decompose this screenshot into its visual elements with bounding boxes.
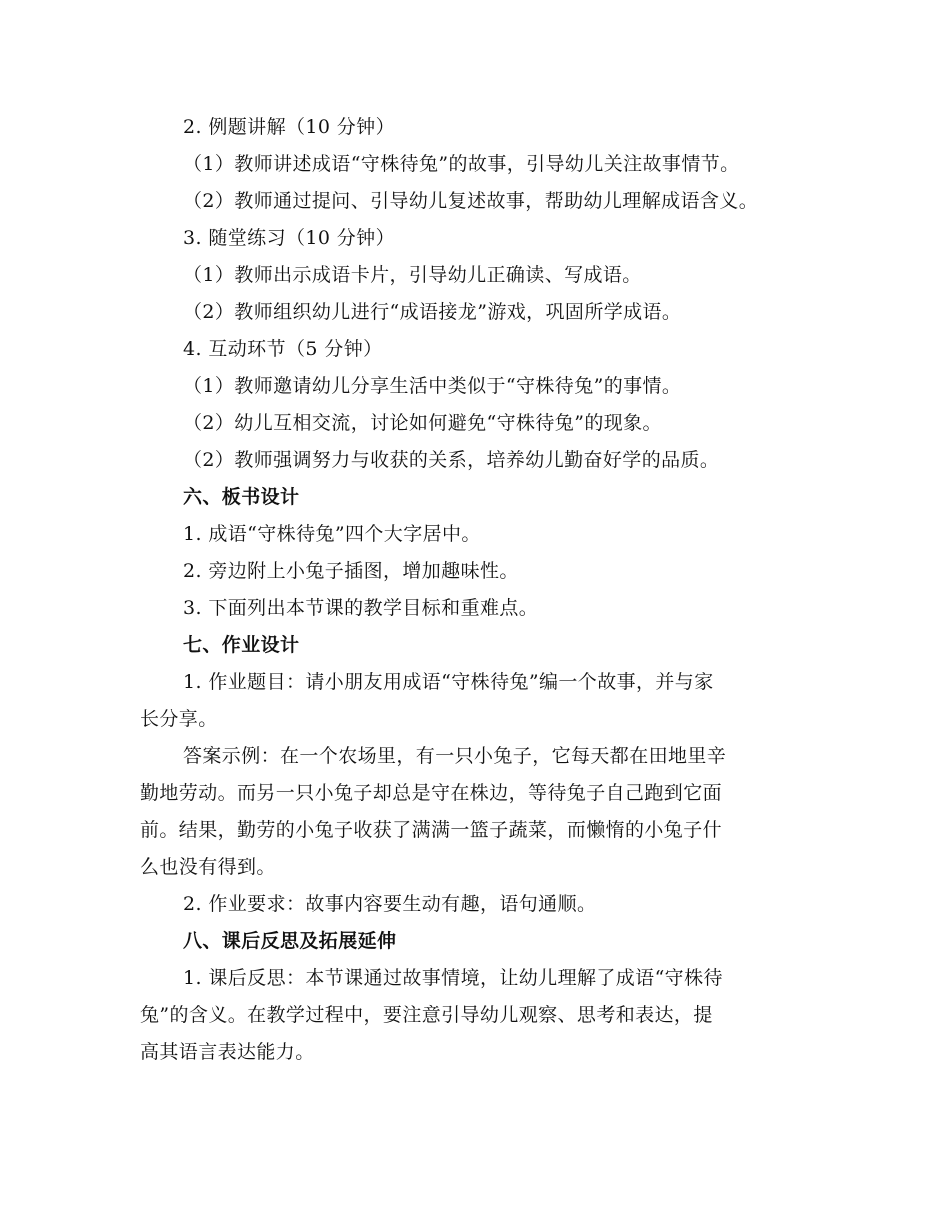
- section-item-2-2: （2）教师通过提问、引导幼儿复述故事，帮助幼儿理解成语含义。: [183, 190, 759, 212]
- section-item-3-2: （2）教师组织幼儿进行“成语接龙”游戏，巩固所学成语。: [183, 301, 682, 323]
- section-item-4-3: （2）教师强调努力与收获的关系，培养幼儿勤奋好学的品质。: [183, 449, 720, 471]
- board-design-item-2: 2. 旁边附上小兔子插图，增加趣味性。: [183, 560, 519, 582]
- homework-item-1-line-1: 1. 作业题目：请小朋友用成语“守株待兔”编一个故事，并与家: [183, 671, 714, 693]
- reflection-line-1: 1. 课后反思：本节课通过故事情境，让幼儿理解了成语“守株待: [183, 967, 723, 989]
- homework-item-2: 2. 作业要求：故事内容要生动有趣，语句通顺。: [183, 893, 597, 915]
- section-item-2-1: （1）教师讲述成语“守株待兔”的故事，引导幼儿关注故事情节。: [183, 153, 740, 175]
- homework-item-1-line-2: 长分享。: [140, 708, 218, 730]
- reflection-line-2: 兔”的含义。在教学过程中，要注意引导幼儿观察、思考和表达，提: [140, 1004, 713, 1026]
- section-item-4-2: （2）幼儿互相交流，讨论如何避免“守株待兔”的现象。: [183, 412, 662, 434]
- reflection-line-3: 高其语言表达能力。: [140, 1041, 315, 1063]
- answer-example-line-4: 么也没有得到。: [140, 856, 276, 878]
- board-design-item-3: 3. 下面列出本节课的教学目标和重难点。: [183, 597, 539, 619]
- answer-example-line-1: 答案示例：在一个农场里，有一只小兔子，它每天都在田地里辛: [183, 745, 727, 767]
- section-item-3-title: 3. 随堂练习（10 分钟）: [183, 227, 395, 249]
- section-item-2-title: 2. 例题讲解（10 分钟）: [183, 116, 395, 138]
- section-heading-reflection: 八、课后反思及拓展延伸: [183, 930, 397, 952]
- section-heading-board-design: 六、板书设计: [183, 486, 300, 508]
- board-design-item-1: 1. 成语“守株待兔”四个大字居中。: [183, 523, 481, 545]
- section-item-3-1: （1）教师出示成语卡片，引导幼儿正确读、写成语。: [183, 264, 642, 286]
- section-item-4-title: 4. 互动环节（5 分钟）: [183, 338, 383, 360]
- answer-example-line-3: 前。结果，勤劳的小兔子收获了满满一篮子蔬菜，而懒惰的小兔子什: [140, 819, 723, 841]
- section-item-4-1: （1）教师邀请幼儿分享生活中类似于“守株待兔”的事情。: [183, 375, 682, 397]
- section-heading-homework: 七、作业设计: [183, 634, 300, 656]
- answer-example-line-2: 勤地劳动。而另一只小兔子却总是守在株边，等待兔子自己跑到它面: [140, 782, 723, 804]
